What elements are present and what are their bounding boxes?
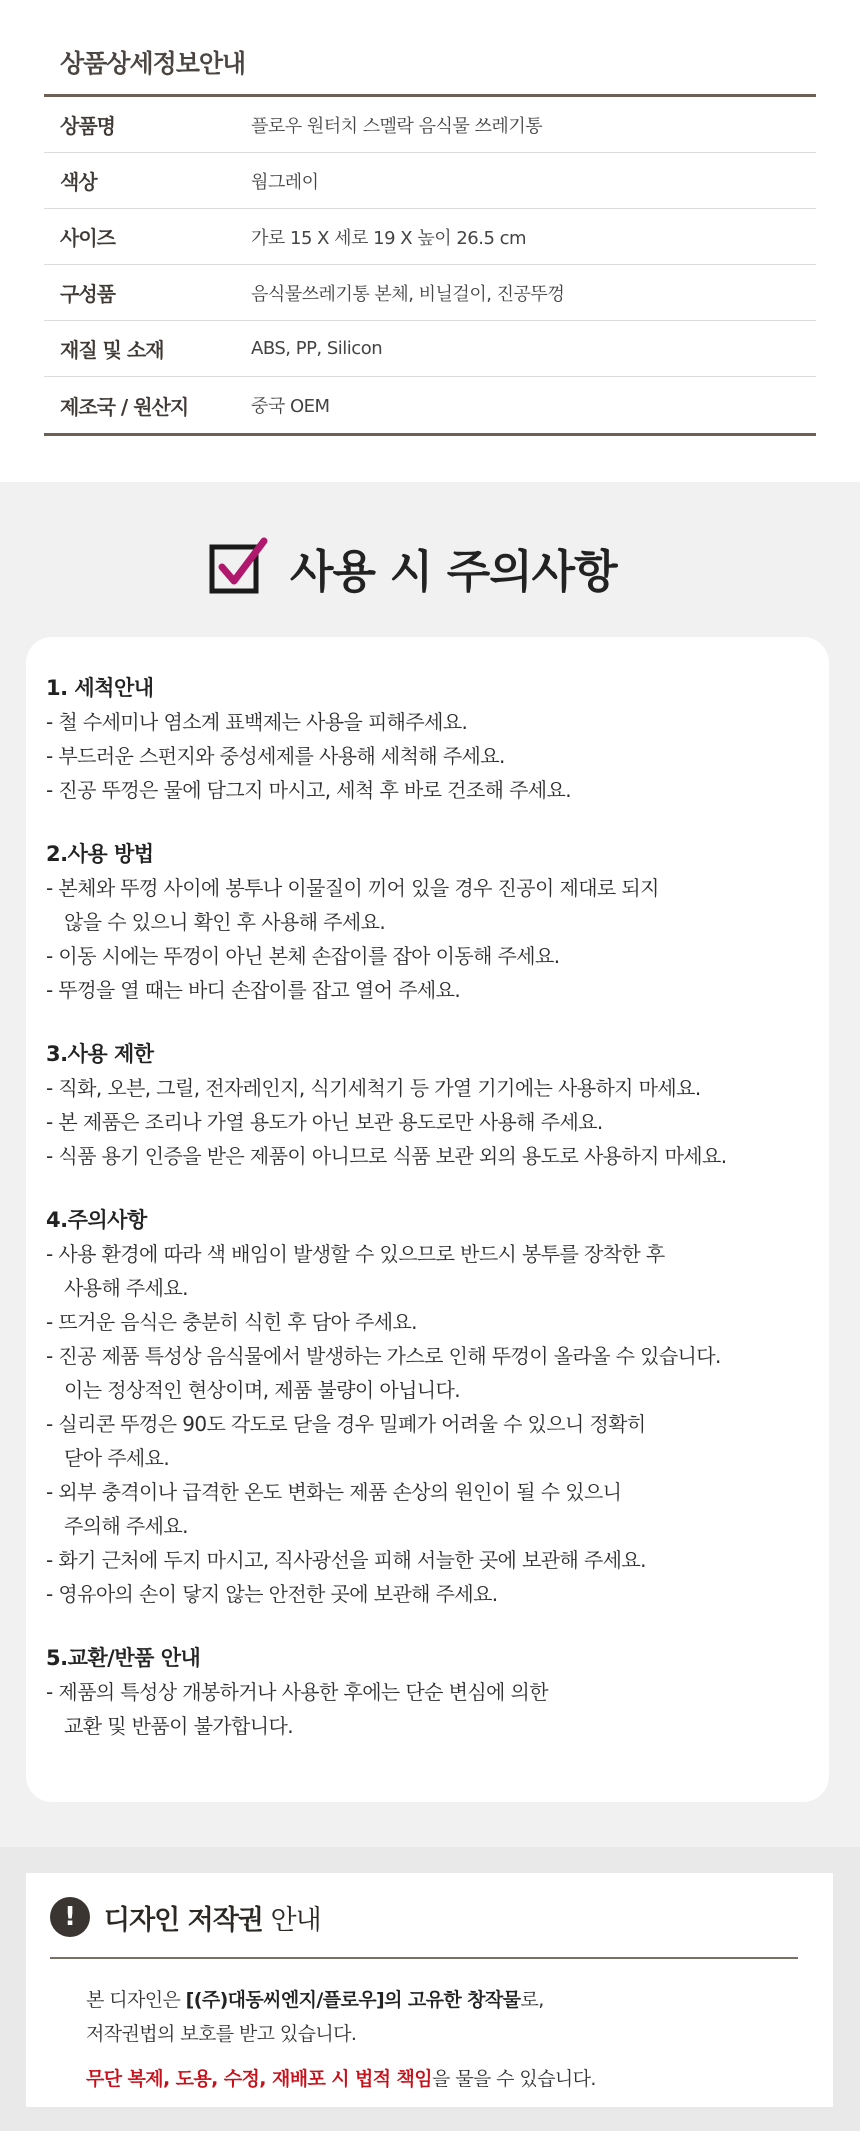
info-key: 색상 [60,170,97,194]
list-item: - 본 제품은 조리나 가열 용도가 아닌 보관 용도로만 사용해 주세요. [46,1110,603,1134]
section-title: 1. 세척안내 [46,676,154,700]
info-value: 웜그레이 [251,171,319,193]
caution-title: 사용 시 주의사항 [290,544,617,598]
table-row [44,321,816,377]
list-item: - 뜨거운 음식은 충분히 식힌 후 담아 주세요. [46,1310,417,1334]
copyright-header [50,1897,321,1937]
info-key: 사이즈 [60,226,115,250]
copyright-line-2: 저작권법의 보호를 받고 있습니다. [86,2023,357,2045]
section-title: 5.교환/반품 안내 [46,1646,201,1670]
copyright-line-1 [86,1985,544,2012]
info-value: 플로우 원터치 스멜락 음식물 쓰레기통 [251,115,543,137]
section-title: 2.사용 방법 [46,842,154,866]
list-item: - 제품의 특성상 개봉하거나 사용한 후에는 단순 변심에 의한 [46,1680,548,1704]
list-item: - 화기 근처에 두지 마시고, 직사광선을 피해 서늘한 곳에 보관해 주세요. [46,1548,646,1572]
list-item: - 사용 환경에 따라 색 배임이 발생할 수 있으므로 반드시 봉투를 장착한 후 [46,1242,665,1266]
list-item: - 본체와 뚜껑 사이에 봉투나 이물질이 끼어 있을 경우 진공이 제대로 되지 [46,876,659,900]
product-info-section [0,0,860,482]
product-info-title: 상품상세정보안내 [60,49,246,78]
caution-group-cleaning [46,671,809,807]
section-title: 3.사용 제한 [46,1042,154,1066]
owner-name: [(주)대동씨엔지/플로우]의 고유한 창작물 [185,1989,521,2011]
info-value: 음식물쓰레기통 본체, 비닐걸이, 진공뚜껑 [251,283,565,305]
info-key: 재질 및 소재 [60,338,164,362]
info-value: 가로 15 X 세로 19 X 높이 26.5 cm [251,227,527,249]
copyright-title [104,1898,321,1937]
caution-group-returns [46,1641,809,1743]
copyright-box [26,1873,833,2107]
info-key: 상품명 [60,114,115,138]
warning-text: 무단 복제, 도용, 수정, 재배포 시 법적 책임 [86,2068,433,2090]
list-item: - 외부 충격이나 급격한 온도 변화는 제품 손상의 원인이 될 수 있으니 [46,1480,622,1504]
list-item: 않을 수 있으니 확인 후 사용해 주세요. [64,910,386,934]
list-item: 주의해 주세요. [64,1514,188,1538]
table-row [44,209,816,265]
info-value: ABS, PP, Silicon [251,338,383,359]
caution-header [208,534,617,600]
list-item: 교환 및 반품이 불가합니다. [64,1714,293,1738]
info-key: 제조국 / 원산지 [60,394,189,419]
table-row [44,265,816,321]
checkbox-check-icon [208,537,268,597]
list-item: 이는 정상적인 현상이며, 제품 불량이 아닙니다. [64,1378,460,1402]
caution-section [0,482,860,1847]
copyright-section [0,1847,860,2131]
table-row [44,153,816,209]
table-row [44,377,816,433]
product-info-table [44,94,816,436]
list-item: - 식품 용기 인증을 받은 제품이 아니므로 식품 보관 외의 용도로 사용하지 마세요. [46,1144,727,1168]
list-item: - 진공 뚜껑은 물에 담그지 마시고, 세척 후 바로 건조해 주세요. [46,778,571,802]
list-item: - 직화, 오븐, 그릴, 전자레인지, 식기세척기 등 가열 기기에는 사용하지 마세요. [46,1076,701,1100]
caution-card [26,637,829,1802]
info-key: 구성품 [60,282,115,306]
list-item: - 철 수세미나 염소계 표백제는 사용을 피해주세요. [46,710,468,734]
table-row [44,97,816,153]
list-item: - 실리콘 뚜껑은 90도 각도로 닫을 경우 밀폐가 어려울 수 있으니 정확히 [46,1412,646,1436]
text-segment: 을 물을 수 있습니다. [432,2068,596,2090]
copyright-title-rest: 안내 [262,1904,321,1936]
list-item: - 부드러운 스펀지와 중성세제를 사용해 세척해 주세요. [46,744,505,768]
exclamation-icon: ! [50,1897,90,1937]
info-value: 중국 OEM [251,396,330,417]
caution-group-warnings [46,1203,809,1611]
caution-group-usage [46,837,809,1007]
list-item: - 영유아의 손이 닿지 않는 안전한 곳에 보관해 주세요. [46,1582,498,1606]
caution-group-restrictions [46,1037,809,1173]
divider [50,1957,798,1959]
list-item: - 이동 시에는 뚜껑이 아닌 본체 손잡이를 잡아 이동해 주세요. [46,944,560,968]
text-segment: 로, [520,1989,544,2011]
list-item: 닫아 주세요. [64,1446,170,1470]
list-item: 사용해 주세요. [64,1276,188,1300]
section-title: 4.주의사항 [46,1208,147,1232]
text-segment: 본 디자인은 [86,1989,186,2011]
copyright-title-bold: 디자인 저작권 [104,1904,263,1936]
list-item: - 뚜껑을 열 때는 바디 손잡이를 잡고 열어 주세요. [46,978,461,1002]
list-item: - 진공 제품 특성상 음식물에서 발생하는 가스로 인해 뚜껑이 올라올 수 있습니다. [46,1344,721,1368]
copyright-line-3 [86,2064,596,2091]
